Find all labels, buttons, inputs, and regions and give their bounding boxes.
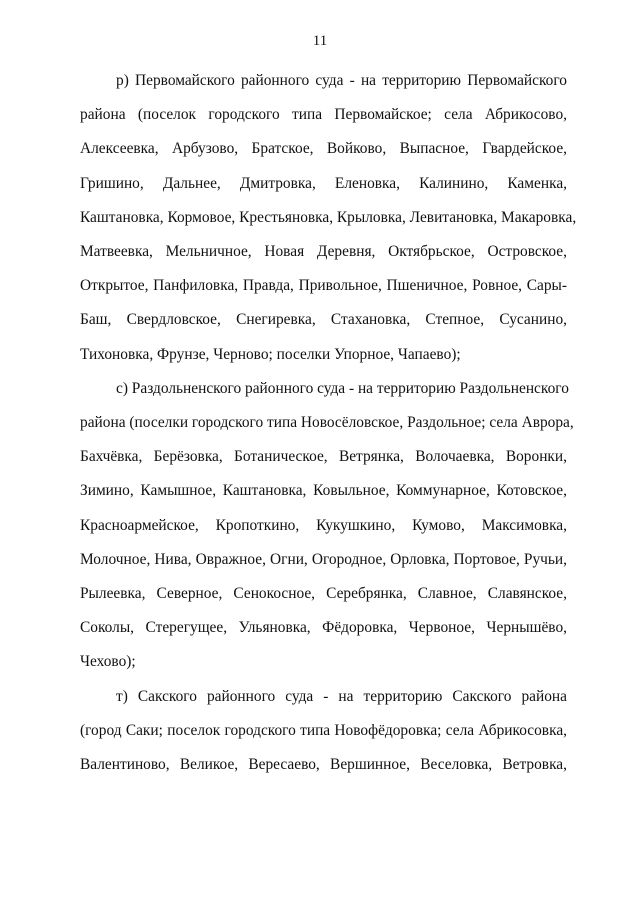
text-line: р) Первомайского районного суда - на территорию Первомайского (116, 72, 567, 89)
text-line: Баш, Свердловское, Снегиревка, Стахановка, Степное, Сусанино, (80, 311, 567, 329)
text-line: Открытое, Панфиловка, Правда, Привольное, Пшеничное, Ровное, Сары- (80, 277, 567, 295)
text-line: Валентиново, Великое, Вересаево, Вершинное, Веселовка, Ветровка, (80, 756, 567, 774)
paragraph-s (80, 372, 574, 680)
text-line: Рылеевка, Северное, Сенокосное, Серебрянка, Славное, Славянское, (80, 585, 567, 603)
text-line: Красноармейское, Кропоткино, Кукушкино, Кумово, Максимовка, (80, 516, 567, 534)
text-line: района (поселок городского типа Первомайское; села Абрикосово, (80, 106, 567, 124)
text-line: Зимино, Камышное, Каштановка, Ковыльное, Коммунарное, Котовское, (80, 482, 567, 500)
text-line: Каштановка, Кормовое, Крестьяновка, Крыловка, Левитановка, Макаровка, (80, 208, 577, 226)
paragraph-r (80, 64, 577, 372)
text-line: Матвеевка, Мельничное, Новая Деревня, Октябрьское, Островское, (80, 243, 567, 261)
text-line: Молочное, Нива, Овражное, Огни, Огородное, Орловка, Портовое, Ручьи, (80, 550, 567, 568)
text-line: Гришино, Дальнее, Дмитровка, Еленовка, Калинино, Каменка, (80, 174, 567, 192)
paragraph-t (80, 680, 567, 783)
text-line: (город Саки; поселок городского типа Новофёдоровка; села Абрикосовка, (80, 721, 567, 739)
text-line: Чехово); (80, 653, 136, 671)
text-line: Тихоновка, Фрунзе, Черново; поселки Упорное, Чапаево); (80, 345, 461, 363)
page-number: 11 (312, 33, 328, 49)
text-line: Бахчёвка, Берёзовка, Ботаническое, Ветрянка, Волочаевка, Воронки, (80, 448, 567, 466)
text-line: с) Раздольненского районного суда - на территорию Раздольненского (116, 379, 569, 397)
text-line: района (поселки городского типа Новосёловское, Раздольное; села Аврора, (80, 414, 574, 432)
text-line: Алексеевка, Арбузово, Братское, Войково, Выпасное, Гвардейское, (80, 140, 567, 158)
text-line: т) Сакского районного суда - на территорию Сакского района (116, 687, 567, 705)
document-body (80, 64, 577, 782)
text-line: Соколы, Стерегущее, Ульяновка, Фёдоровка, Червоное, Чернышёво, (80, 619, 567, 637)
